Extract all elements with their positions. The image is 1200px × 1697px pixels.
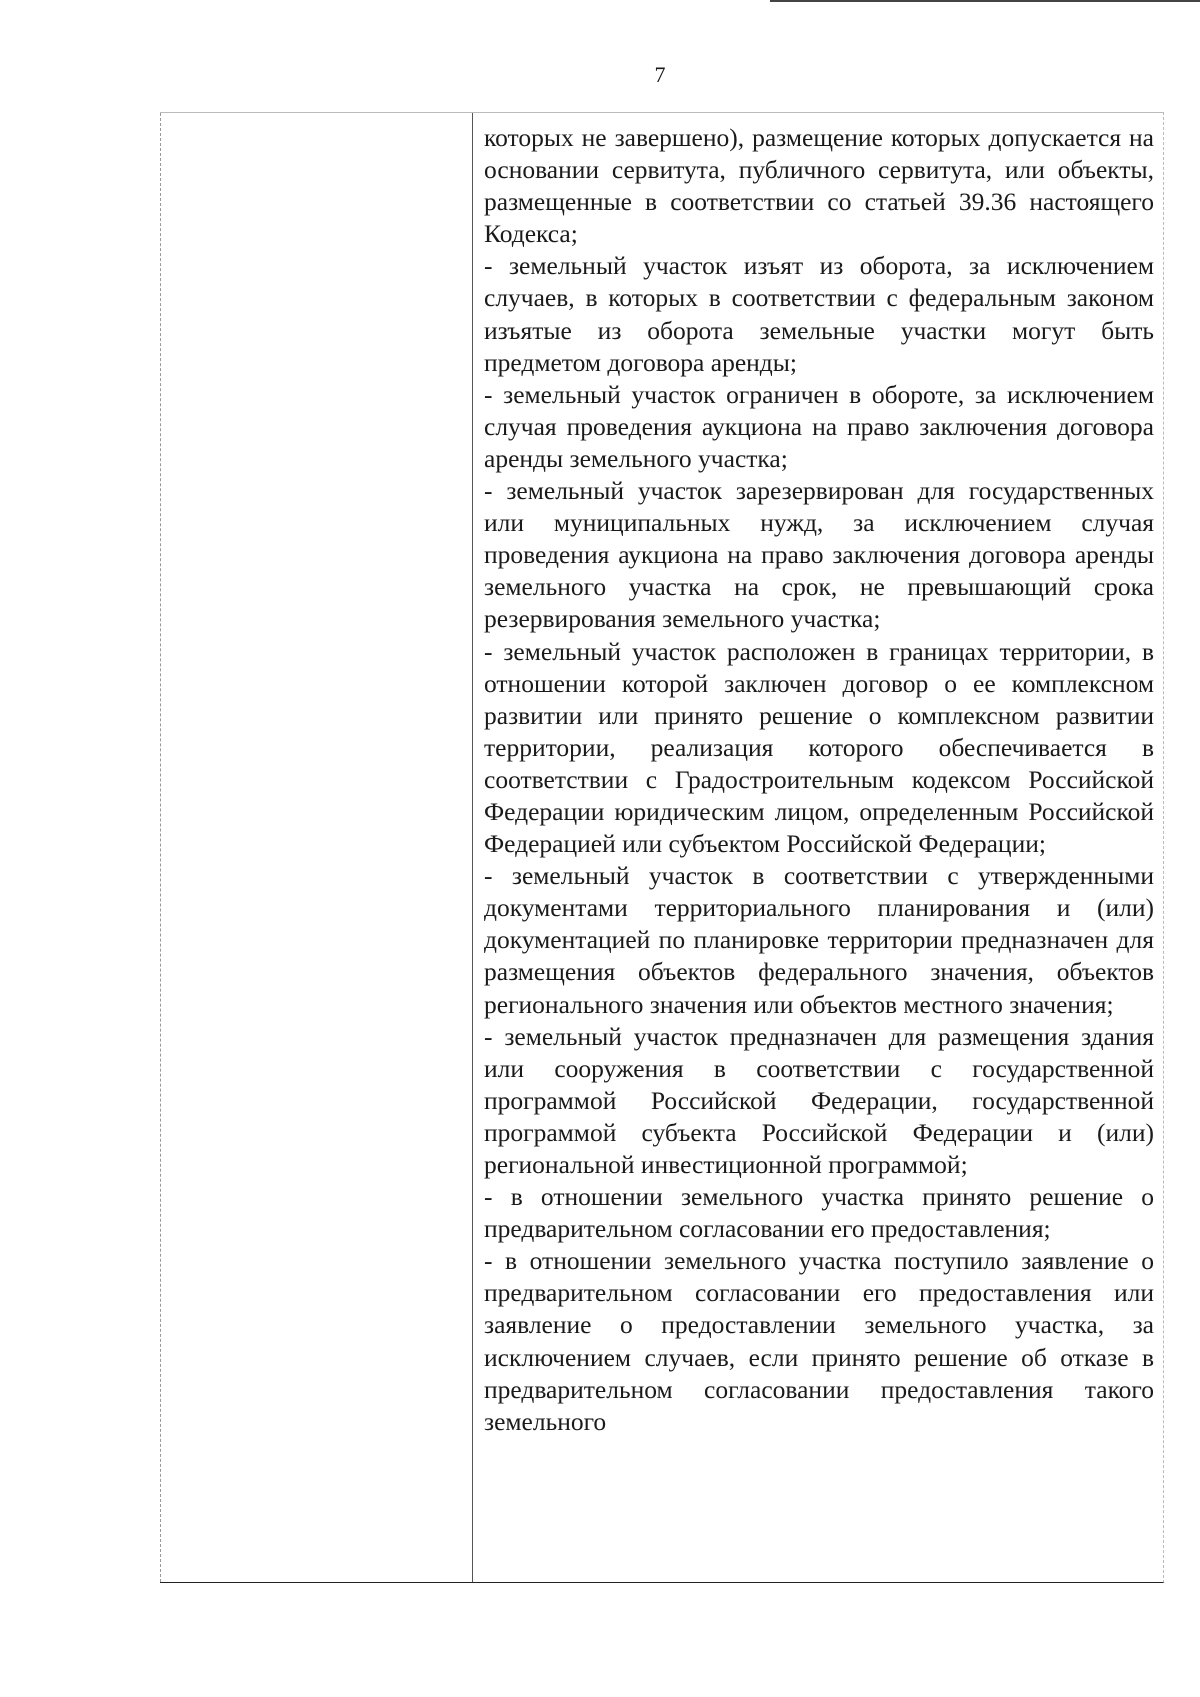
table-left-cell [160,113,473,1582]
paragraph-2: - земельный участок изъят из оборота, за исключением случаев, в которых в соответствии с федеральным законом изъятые из оборота земельные участки могут быть предметом договора аренды; [484,251,1154,377]
paragraph-4: - земельный участок зарезервирован для государственных или муниципальных нужд, за исключением случая проведения аукциона на право заключения договора аренды земельного участка на срок, не превышающий срока резервирования земельного участка; [484,476,1154,634]
paragraph-6: - земельный участок в соответствии с утвержденными документами территориального планирования и (или) документацией по планировке территории предназначен для размещения объектов федерального значения, объектов регионального значения или объектов местного значения; [484,861,1154,1019]
page-top-edge [770,0,1200,2]
paragraph-8: - в отношении земельного участка принято решение о предварительном согласовании его предоставления; [484,1182,1154,1244]
paragraph-7: - земельный участок предназначен для размещения здания или сооружения в соответствии с государственной программой Российской Федерации, государственной программой субъекта Российской Федерации и (или) региональной инвестиционной программой; [484,1021,1154,1179]
paragraph-1: которых не завершено), размещение которых допускается на основании сервитута, публичного сервитута, или объекты, размещенные в соответствии со статьей 39.36 настоящего Кодекса; [484,123,1154,249]
paragraph-5: - земельный участок расположен в границах территории, в отношении которой заключен договор о ее комплексном развитии или принято решение о комплексном развитии территории, реализация которого обеспечивается в соответствии с Градостроительным кодексом Российской Федерации юридическим лицом, определенным Российской Федерацией или субъектом Российской Федерации; [484,636,1154,859]
paragraph-9: - в отношении земельного участка поступило заявление о предварительном согласовании его предоставления или заявление о предоставлении земельного участка, за исключением случаев, если принято решение об отказе в предварительном согласовании предоставления такого земельного [484,1246,1154,1436]
cell-text [484,112,1154,1438]
table-right-cell [484,112,1154,1582]
page-number: 7 [654,62,666,87]
paragraph-3: - земельный участок ограничен в обороте, за исключением случая проведения аукциона на право заключения договора аренды земельного участка; [484,379,1154,473]
